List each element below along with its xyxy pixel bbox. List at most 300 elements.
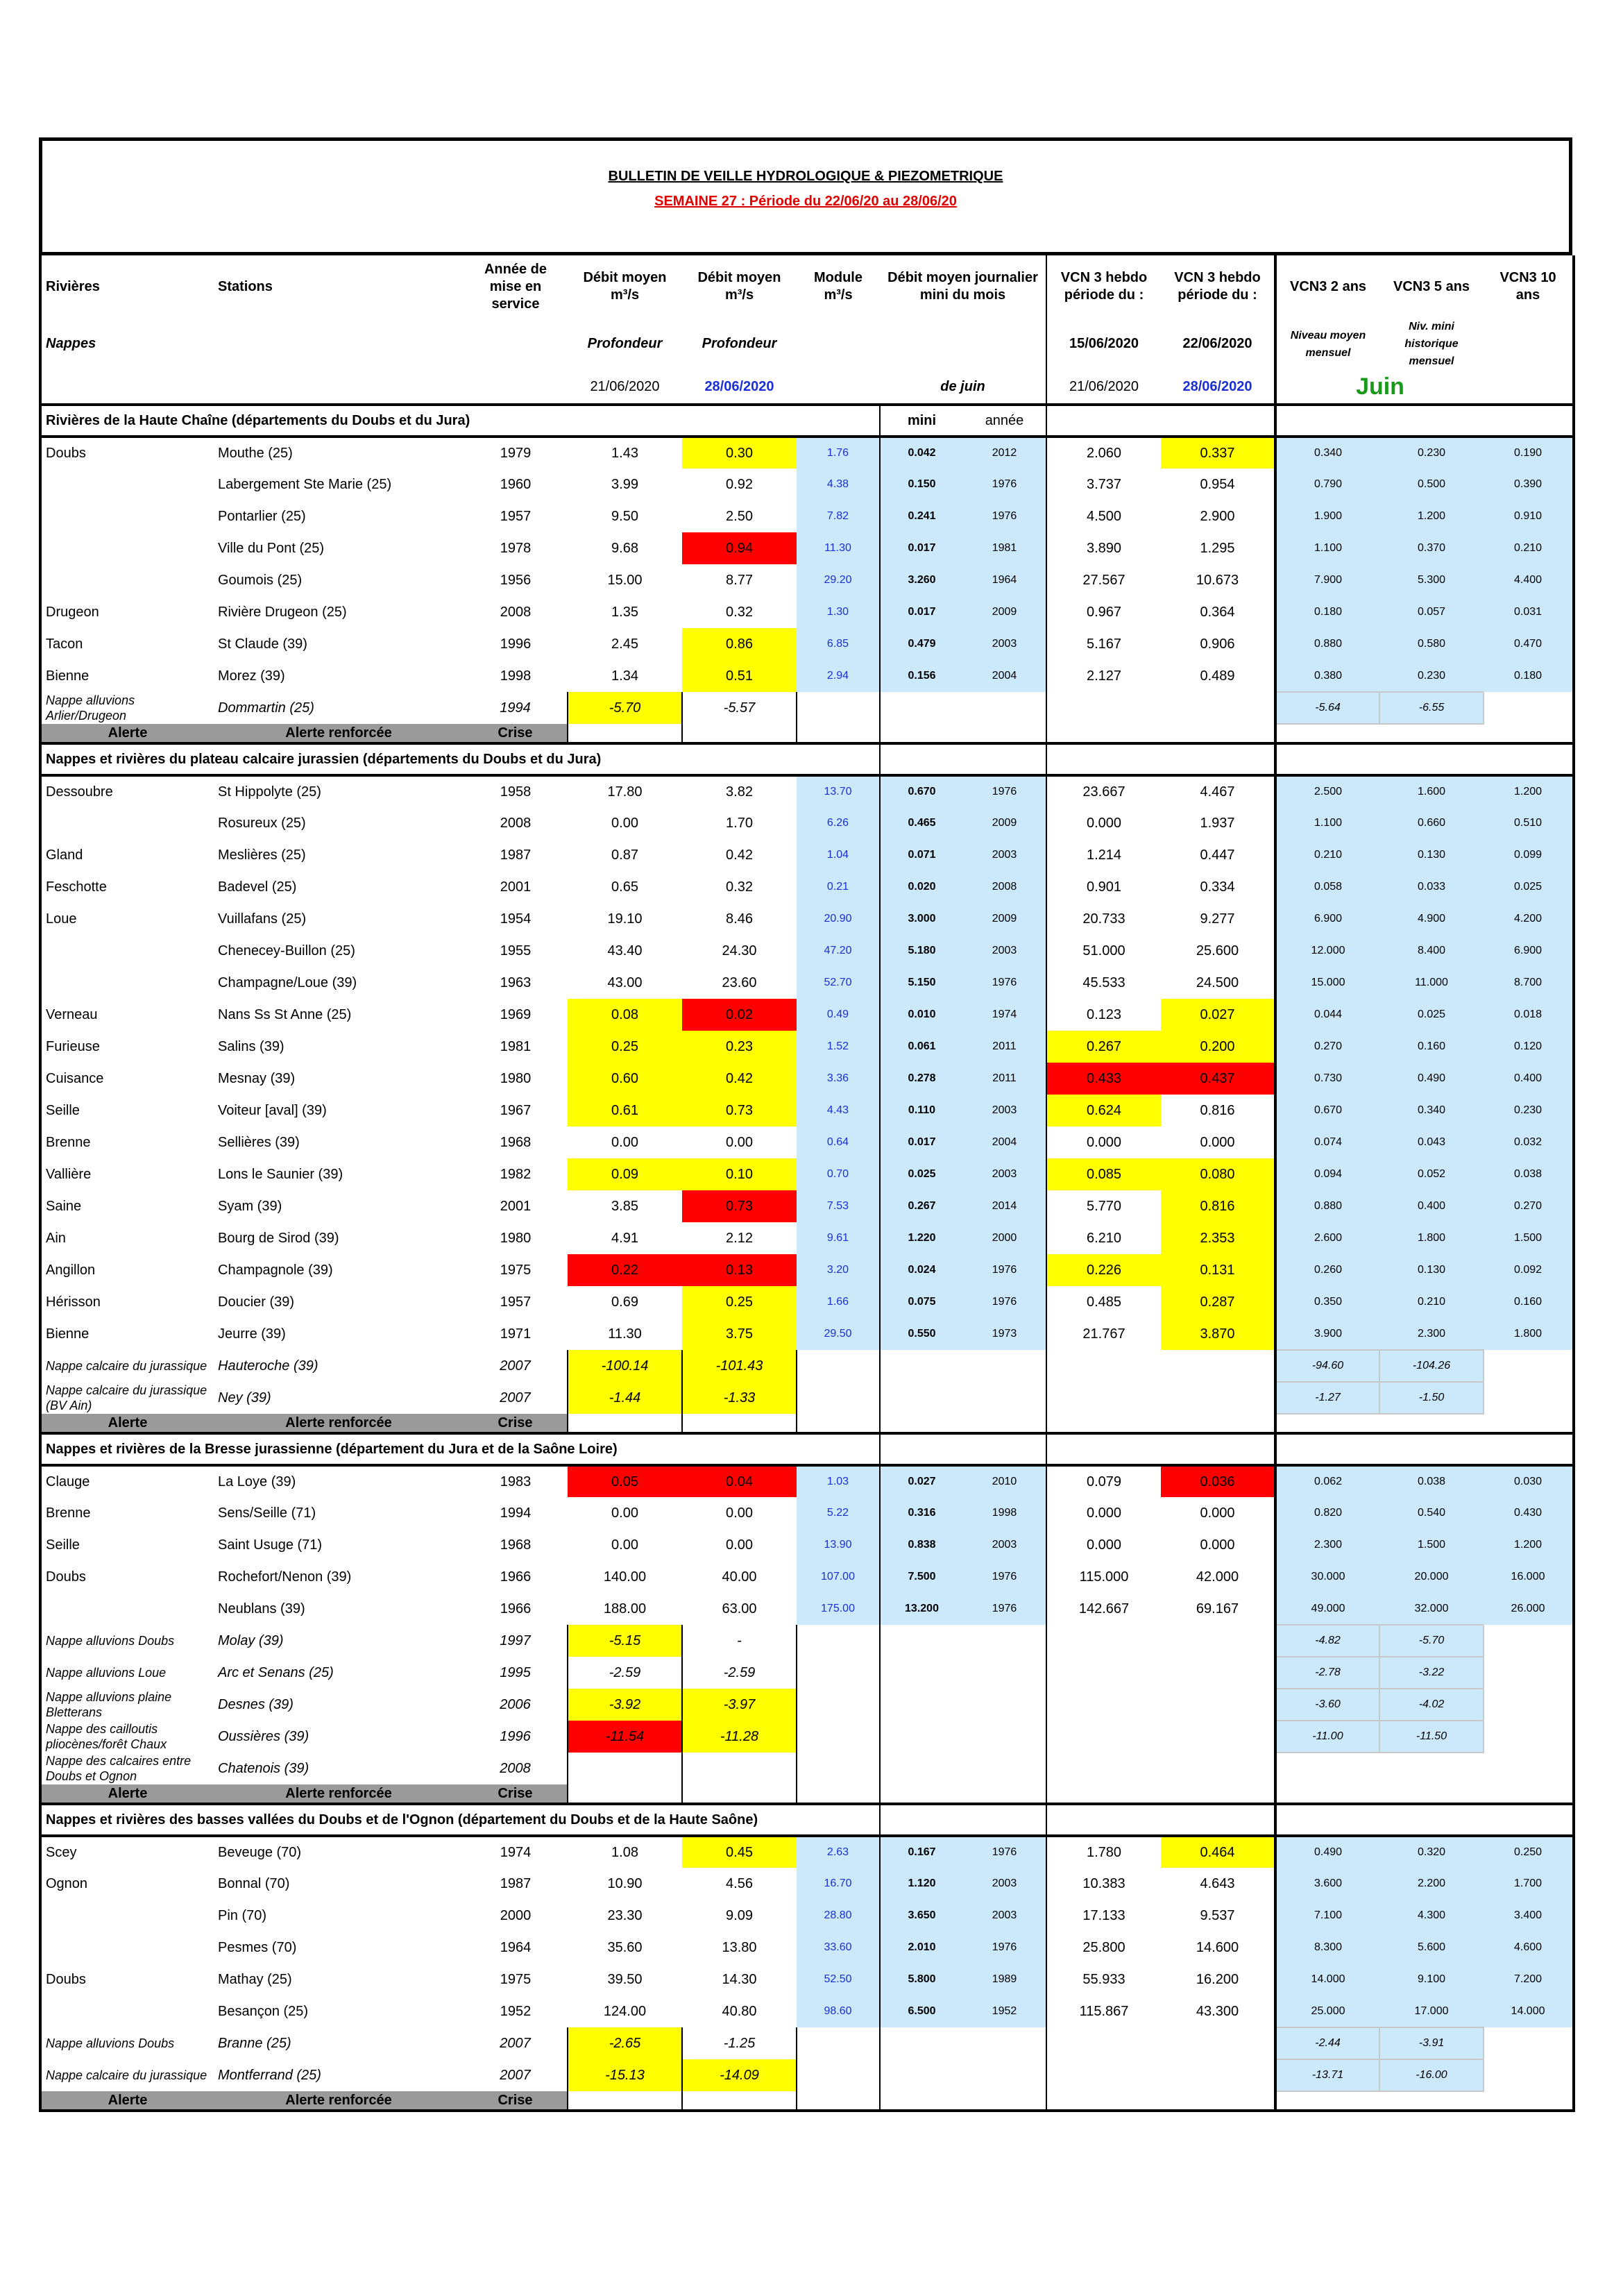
debit-2: 63.00 [722, 1601, 757, 1617]
year: 1987 [500, 847, 532, 863]
year: 1952 [500, 2003, 532, 2019]
debit-1: 0.00 [611, 1537, 638, 1553]
year: 1980 [500, 1230, 532, 1246]
vcn-b: 0.437 [1161, 1063, 1275, 1095]
mini-year: 2009 [963, 807, 1046, 839]
vcn-b: 0.000 [1200, 1505, 1235, 1521]
station-name: Champagne/Loue (39) [218, 974, 357, 990]
nappe-name: Nappe alluvions Doubs [40, 1625, 214, 1657]
blank [1484, 1721, 1574, 1753]
header-row-2 [40, 318, 1574, 370]
mini-value: 2.010 [880, 1932, 963, 1964]
debit-2: 13.80 [722, 1939, 757, 1955]
bulletin-table [39, 255, 1575, 2112]
blank [797, 1753, 880, 1784]
station-name: Beveuge (70) [218, 1844, 302, 1860]
col-prof-2: Profondeur [702, 336, 777, 351]
blank [797, 1657, 880, 1689]
station-name: Vuillafans (25) [218, 911, 307, 927]
section-title-1 [40, 743, 1574, 775]
debit-1: 2.45 [611, 636, 638, 652]
vcn-a: 0.000 [1046, 1126, 1161, 1158]
vcn3-2: 7.900 [1275, 564, 1379, 596]
blank [797, 692, 880, 724]
vcn-b: 0.036 [1161, 1465, 1275, 1497]
blank [1275, 1433, 1574, 1465]
mini-year: 2003 [963, 1900, 1046, 1932]
vcn3-10: 26.000 [1484, 1593, 1574, 1625]
vcn-b: 9.277 [1200, 911, 1235, 927]
legend-crise: Crise [464, 1414, 568, 1433]
debit-2: 0.04 [682, 1465, 797, 1497]
vcn3-5: 0.660 [1379, 807, 1484, 839]
blank [1484, 1382, 1574, 1414]
section-title: Nappes et rivières du plateau calcaire jurassien (départements du Doubs et du Jura) [40, 743, 880, 775]
vcn3-2: 2.300 [1275, 1529, 1379, 1561]
vcn3-2: 2.500 [1275, 775, 1379, 807]
prof-2: -101.43 [682, 1350, 797, 1382]
station-name: Bonnal (70) [218, 1875, 290, 1891]
prof-1: -1.44 [568, 1382, 682, 1414]
col-prof-1: Profondeur [587, 336, 663, 351]
vcn-a: 0.085 [1046, 1158, 1161, 1190]
river-name [40, 1995, 214, 2027]
mini-year: 2003 [963, 1529, 1046, 1561]
mini-value: 3.260 [880, 564, 963, 596]
prof-2: -1.33 [682, 1382, 797, 1414]
year: 1987 [500, 1875, 532, 1891]
blank [880, 1753, 1046, 1784]
station-name: La Loye (39) [218, 1474, 296, 1489]
niv-mini-val: -4.02 [1379, 1689, 1484, 1721]
station-name: Rivière Drugeon (25) [218, 604, 347, 620]
vcn3-10: 0.092 [1484, 1254, 1574, 1286]
nappe-station: Ney (39) [218, 1390, 271, 1406]
legend-alerte-renforcee: Alerte renforcée [214, 1784, 464, 1804]
module: 52.50 [797, 1964, 880, 1995]
niv-mini-val: -3.91 [1379, 2027, 1484, 2059]
debit-2: 0.30 [682, 437, 797, 469]
module: 175.00 [797, 1593, 880, 1625]
year: 1968 [500, 1537, 532, 1553]
blank [880, 743, 1046, 775]
vcn-a: 23.667 [1046, 775, 1161, 807]
vcn3-5: 0.320 [1379, 1836, 1484, 1868]
debit-2: 0.73 [682, 1190, 797, 1222]
col-nappes: Nappes [40, 318, 214, 370]
mini-value: 0.110 [880, 1095, 963, 1126]
station-row [40, 871, 1574, 903]
debit-1: 0.22 [568, 1254, 682, 1286]
river-name [40, 1932, 214, 1964]
vcn3-10: 0.031 [1484, 596, 1574, 628]
vcn-a: 0.267 [1046, 1031, 1161, 1063]
mini-value: 7.500 [880, 1561, 963, 1593]
blank [682, 724, 797, 743]
debit-2: 23.60 [722, 974, 757, 990]
station-row [40, 1593, 1574, 1625]
blank [1484, 2059, 1574, 2091]
blank [880, 2091, 1046, 2111]
debit-1: 140.00 [603, 1569, 647, 1585]
station-row [40, 500, 1574, 532]
station-row [40, 1932, 1574, 1964]
debit-2: 4.56 [726, 1875, 753, 1891]
blank [880, 318, 1046, 370]
station-name: St Hippolyte (25) [218, 784, 321, 800]
blank [1484, 1625, 1574, 1657]
vcn3-10: 0.250 [1484, 1836, 1574, 1868]
prof-2 [682, 1753, 797, 1784]
mini-value: 0.017 [880, 532, 963, 564]
prof-2: -14.09 [682, 2059, 797, 2091]
mini-year: 1998 [963, 1497, 1046, 1529]
debit-2: 8.46 [726, 911, 753, 927]
vcn3-5: 1.500 [1379, 1529, 1484, 1561]
section-title-3 [40, 1804, 1574, 1836]
debit-1: 0.08 [568, 999, 682, 1031]
debit-2: 0.13 [682, 1254, 797, 1286]
debit-1: 0.25 [568, 1031, 682, 1063]
station-name: St Claude (39) [218, 636, 307, 652]
nappe-station: Arc et Senans (25) [218, 1664, 334, 1680]
mini-year: 2003 [963, 1868, 1046, 1900]
year: 1974 [500, 1844, 532, 1860]
blank [568, 724, 682, 743]
legend-alerte: Alerte [40, 1784, 214, 1804]
blank [1046, 1689, 1275, 1721]
juin-label: Juin [1275, 370, 1484, 405]
vcn-a: 55.933 [1046, 1964, 1161, 1995]
module: 11.30 [797, 532, 880, 564]
blank [797, 1784, 880, 1804]
vcn-a: 0.000 [1046, 1529, 1161, 1561]
module: 0.21 [797, 871, 880, 903]
prof-1: -100.14 [568, 1350, 682, 1382]
debit-1: 124.00 [603, 2003, 647, 2019]
mini-value: 13.200 [880, 1593, 963, 1625]
blank [880, 1721, 1046, 1753]
debit-2: 8.77 [726, 572, 753, 588]
vcn3-5: 9.100 [1379, 1964, 1484, 1995]
vcn3-2: 0.180 [1275, 596, 1379, 628]
blank [880, 1625, 1046, 1657]
vcn-a: 25.800 [1046, 1932, 1161, 1964]
vcn-b: 0.464 [1161, 1836, 1275, 1868]
year: 1960 [500, 476, 532, 492]
mini-year: 1976 [963, 1836, 1046, 1868]
year: 1963 [500, 974, 532, 990]
vcn3-5: 0.370 [1379, 532, 1484, 564]
blank [797, 370, 880, 405]
station-row [40, 1031, 1574, 1063]
year: 1978 [500, 540, 532, 556]
mini-value: 0.025 [880, 1158, 963, 1190]
river-name: Ain [40, 1222, 214, 1254]
vcn-b: 0.489 [1200, 668, 1235, 684]
niveau-moyen-val [1275, 1753, 1379, 1784]
vcn3-2: 0.058 [1275, 871, 1379, 903]
col-rivieres: Rivières [40, 255, 214, 318]
vcn3-10: 0.180 [1484, 660, 1574, 692]
debit-2: 0.42 [726, 847, 753, 863]
station-row [40, 564, 1574, 596]
mini-year: 1976 [963, 775, 1046, 807]
niv-mini-val: -6.55 [1379, 692, 1484, 724]
mini-year: 1973 [963, 1318, 1046, 1350]
year: 1998 [500, 668, 532, 684]
vcn-a: 0.967 [1046, 596, 1161, 628]
blank [797, 2027, 880, 2059]
col-stations: Stations [218, 278, 273, 294]
prof-1: -2.59 [568, 1657, 682, 1689]
station-name: Jeurre (39) [218, 1326, 286, 1342]
vcn3-2: 8.300 [1275, 1932, 1379, 1964]
vcn3-10: 8.700 [1484, 967, 1574, 999]
blank [214, 370, 464, 405]
vcn3-5: 0.130 [1379, 839, 1484, 871]
col-annee: Année de mise en service [484, 261, 547, 312]
legend-crise: Crise [464, 1784, 568, 1804]
blank [464, 370, 568, 405]
blank [682, 2091, 797, 2111]
river-name [40, 1900, 214, 1932]
vcn-a: 2.127 [1046, 660, 1161, 692]
debit-2: 40.00 [722, 1569, 757, 1585]
blank [880, 1657, 1046, 1689]
blank [1275, 1804, 1574, 1836]
vcn-b: 0.816 [1161, 1190, 1275, 1222]
col-vcn10: VCN3 10 ans [1484, 255, 1574, 318]
vcn-a: 27.567 [1046, 564, 1161, 596]
station-name: Neublans (39) [218, 1601, 305, 1617]
module: 0.64 [797, 1126, 880, 1158]
vcn3-2: 3.900 [1275, 1318, 1379, 1350]
river-name: Furieuse [40, 1031, 214, 1063]
vcn-a: 4.500 [1046, 500, 1161, 532]
col-vcn5: VCN3 5 ans [1393, 278, 1470, 294]
niveau-moyen-val: -4.82 [1275, 1625, 1379, 1657]
vcn3-10: 1.200 [1484, 1529, 1574, 1561]
vcn3-10: 0.470 [1484, 628, 1574, 660]
station-row [40, 1318, 1574, 1350]
niv-mini-val: -3.22 [1379, 1657, 1484, 1689]
vcn3-5: 0.490 [1379, 1063, 1484, 1095]
debit-1: 188.00 [603, 1601, 647, 1617]
vcn3-10: 0.025 [1484, 871, 1574, 903]
debit-2: 0.00 [726, 1134, 753, 1150]
nappe-station: Hauteroche (39) [218, 1358, 318, 1374]
vcn-a: 3.890 [1046, 532, 1161, 564]
vcn3-2: 0.094 [1275, 1158, 1379, 1190]
blank [880, 1414, 1046, 1433]
vcn-a: 0.433 [1046, 1063, 1161, 1095]
vcn3-10: 0.910 [1484, 500, 1574, 532]
legend-alerte-renforcee: Alerte renforcée [214, 724, 464, 743]
vcn3-2: 0.670 [1275, 1095, 1379, 1126]
station-row [40, 1529, 1574, 1561]
vcn-b: 0.200 [1161, 1031, 1275, 1063]
debit-1: 0.05 [568, 1465, 682, 1497]
vcn3-5: 0.340 [1379, 1095, 1484, 1126]
vcn3-2: 30.000 [1275, 1561, 1379, 1593]
vcn3-5: 0.130 [1379, 1254, 1484, 1286]
col-module: Module m³/s [814, 270, 863, 303]
blank [682, 1784, 797, 1804]
vcn3-10: 0.210 [1484, 532, 1574, 564]
year: 1975 [500, 1971, 532, 1987]
vcn3-2: 0.380 [1275, 660, 1379, 692]
station-name: Pontarlier (25) [218, 508, 306, 524]
vcn-b: 0.000 [1200, 1134, 1235, 1150]
river-name: Loue [40, 903, 214, 935]
vcn3-5: 0.160 [1379, 1031, 1484, 1063]
vcn-b: 0.080 [1161, 1158, 1275, 1190]
vcn3-10: 0.032 [1484, 1126, 1574, 1158]
prof-2: - [682, 1625, 797, 1657]
col-vcn-a: VCN 3 hebdo période du : [1046, 255, 1161, 318]
nappe-year: 2007 [500, 1390, 531, 1406]
vcn-a: 0.485 [1046, 1286, 1161, 1318]
station-row [40, 1286, 1574, 1318]
station-row [40, 660, 1574, 692]
station-name: Rosureux (25) [218, 815, 306, 831]
mini-value: 3.650 [880, 1900, 963, 1932]
station-name: Rochefort/Nenon (39) [218, 1569, 352, 1585]
river-name [40, 469, 214, 500]
vcn-b: 42.000 [1196, 1569, 1239, 1585]
prof-1: -3.92 [568, 1689, 682, 1721]
blank [1046, 1625, 1275, 1657]
module: 3.20 [797, 1254, 880, 1286]
vcn-a: 6.210 [1046, 1222, 1161, 1254]
blank [797, 1414, 880, 1433]
debit-2: 0.42 [682, 1063, 797, 1095]
niv-mini: Niv. mini historique mensuel [1404, 321, 1459, 367]
blank [568, 1414, 682, 1433]
station-row [40, 1063, 1574, 1095]
week-period: SEMAINE 27 : Période du 22/06/20 au 28/06/20 [654, 194, 957, 209]
nappe-row [40, 2059, 1574, 2091]
station-name: Champagnole (39) [218, 1262, 333, 1278]
station-row [40, 1095, 1574, 1126]
river-name: Feschotte [40, 871, 214, 903]
bulletin-title-box [39, 137, 1572, 255]
section-title-0 [40, 405, 1574, 437]
niv-mini-val: -16.00 [1379, 2059, 1484, 2091]
module: 1.03 [797, 1465, 880, 1497]
vcn-b-date: 22/06/2020 [1182, 336, 1252, 351]
niveau-moyen-val: -94.60 [1275, 1350, 1379, 1382]
vcn-b: 0.364 [1200, 604, 1235, 620]
debit-2: 0.92 [726, 476, 753, 492]
nappe-row [40, 1721, 1574, 1753]
nappe-name: Nappe alluvions plaine Bletterans [40, 1689, 214, 1721]
debit-2: 0.73 [682, 1095, 797, 1126]
vcn-a: 51.000 [1046, 935, 1161, 967]
legend-crise: Crise [464, 724, 568, 743]
debit-1: 0.09 [568, 1158, 682, 1190]
blank [40, 370, 214, 405]
mini-value: 0.071 [880, 839, 963, 871]
station-name: Bourg de Sirod (39) [218, 1230, 339, 1246]
bulletin-title: BULLETIN DE VEILLE HYDROLOGIQUE & PIEZOMETRIQUE [608, 169, 1003, 184]
river-name: Clauge [40, 1465, 214, 1497]
legend-alerte: Alerte [40, 2091, 214, 2111]
legend-row [40, 2091, 1574, 2111]
mini-year: 2004 [963, 660, 1046, 692]
river-name: Angillon [40, 1254, 214, 1286]
blank [1046, 724, 1275, 743]
debit-1: 3.99 [611, 476, 638, 492]
niveau-moyen-val: -1.27 [1275, 1382, 1379, 1414]
vcn3-5: 20.000 [1379, 1561, 1484, 1593]
module: 1.66 [797, 1286, 880, 1318]
mini-value: 6.500 [880, 1995, 963, 2027]
module: 0.70 [797, 1158, 880, 1190]
vcn3-2: 0.044 [1275, 999, 1379, 1031]
vcn3-2: 49.000 [1275, 1593, 1379, 1625]
mini-year: 2009 [963, 903, 1046, 935]
module: 2.94 [797, 660, 880, 692]
debit-2: 0.10 [682, 1158, 797, 1190]
debit-2: 0.25 [682, 1286, 797, 1318]
station-row [40, 1190, 1574, 1222]
mini-value: 0.075 [880, 1286, 963, 1318]
debit-2: 0.23 [682, 1031, 797, 1063]
nappe-row [40, 1625, 1574, 1657]
vcn3-2: 0.350 [1275, 1286, 1379, 1318]
station-row [40, 1158, 1574, 1190]
year: 2000 [500, 1907, 532, 1923]
prof-1: -11.54 [568, 1721, 682, 1753]
mini-year: 2003 [963, 839, 1046, 871]
blank [1275, 1784, 1574, 1804]
date-1: 21/06/2020 [590, 378, 660, 394]
vcn3-5: 11.000 [1379, 967, 1484, 999]
date-2: 28/06/2020 [704, 378, 774, 394]
station-name: Besançon (25) [218, 2003, 309, 2019]
debit-1: 4.91 [611, 1230, 638, 1246]
station-name: Sens/Seille (71) [218, 1505, 316, 1521]
blank [1046, 1350, 1275, 1382]
station-row [40, 1964, 1574, 1995]
vcn3-10: 3.400 [1484, 1900, 1574, 1932]
year: 2008 [500, 604, 532, 620]
station-name: Nans Ss St Anne (25) [218, 1006, 352, 1022]
river-name [40, 532, 214, 564]
debit-1: 0.00 [611, 815, 638, 831]
year: 1957 [500, 508, 532, 524]
mini-value: 0.150 [880, 469, 963, 500]
station-row [40, 903, 1574, 935]
debit-2: 0.32 [726, 879, 753, 895]
vcn-b: 24.500 [1196, 974, 1239, 990]
module: 3.36 [797, 1063, 880, 1095]
debit-1: 39.50 [607, 1971, 643, 1987]
river-name: Gland [40, 839, 214, 871]
vcn3-2: 0.062 [1275, 1465, 1379, 1497]
nappe-year: 2007 [500, 2035, 531, 2051]
year: 1971 [500, 1326, 532, 1342]
mini-year: 2011 [963, 1031, 1046, 1063]
nappe-name: Nappe calcaire du jurassique [40, 2059, 214, 2091]
nappe-name: Nappe alluvions Arlier/Drugeon [40, 692, 214, 724]
debit-2: 40.80 [722, 2003, 757, 2019]
river-name [40, 935, 214, 967]
vcn3-10: 0.018 [1484, 999, 1574, 1031]
vcn-b: 0.954 [1200, 476, 1235, 492]
